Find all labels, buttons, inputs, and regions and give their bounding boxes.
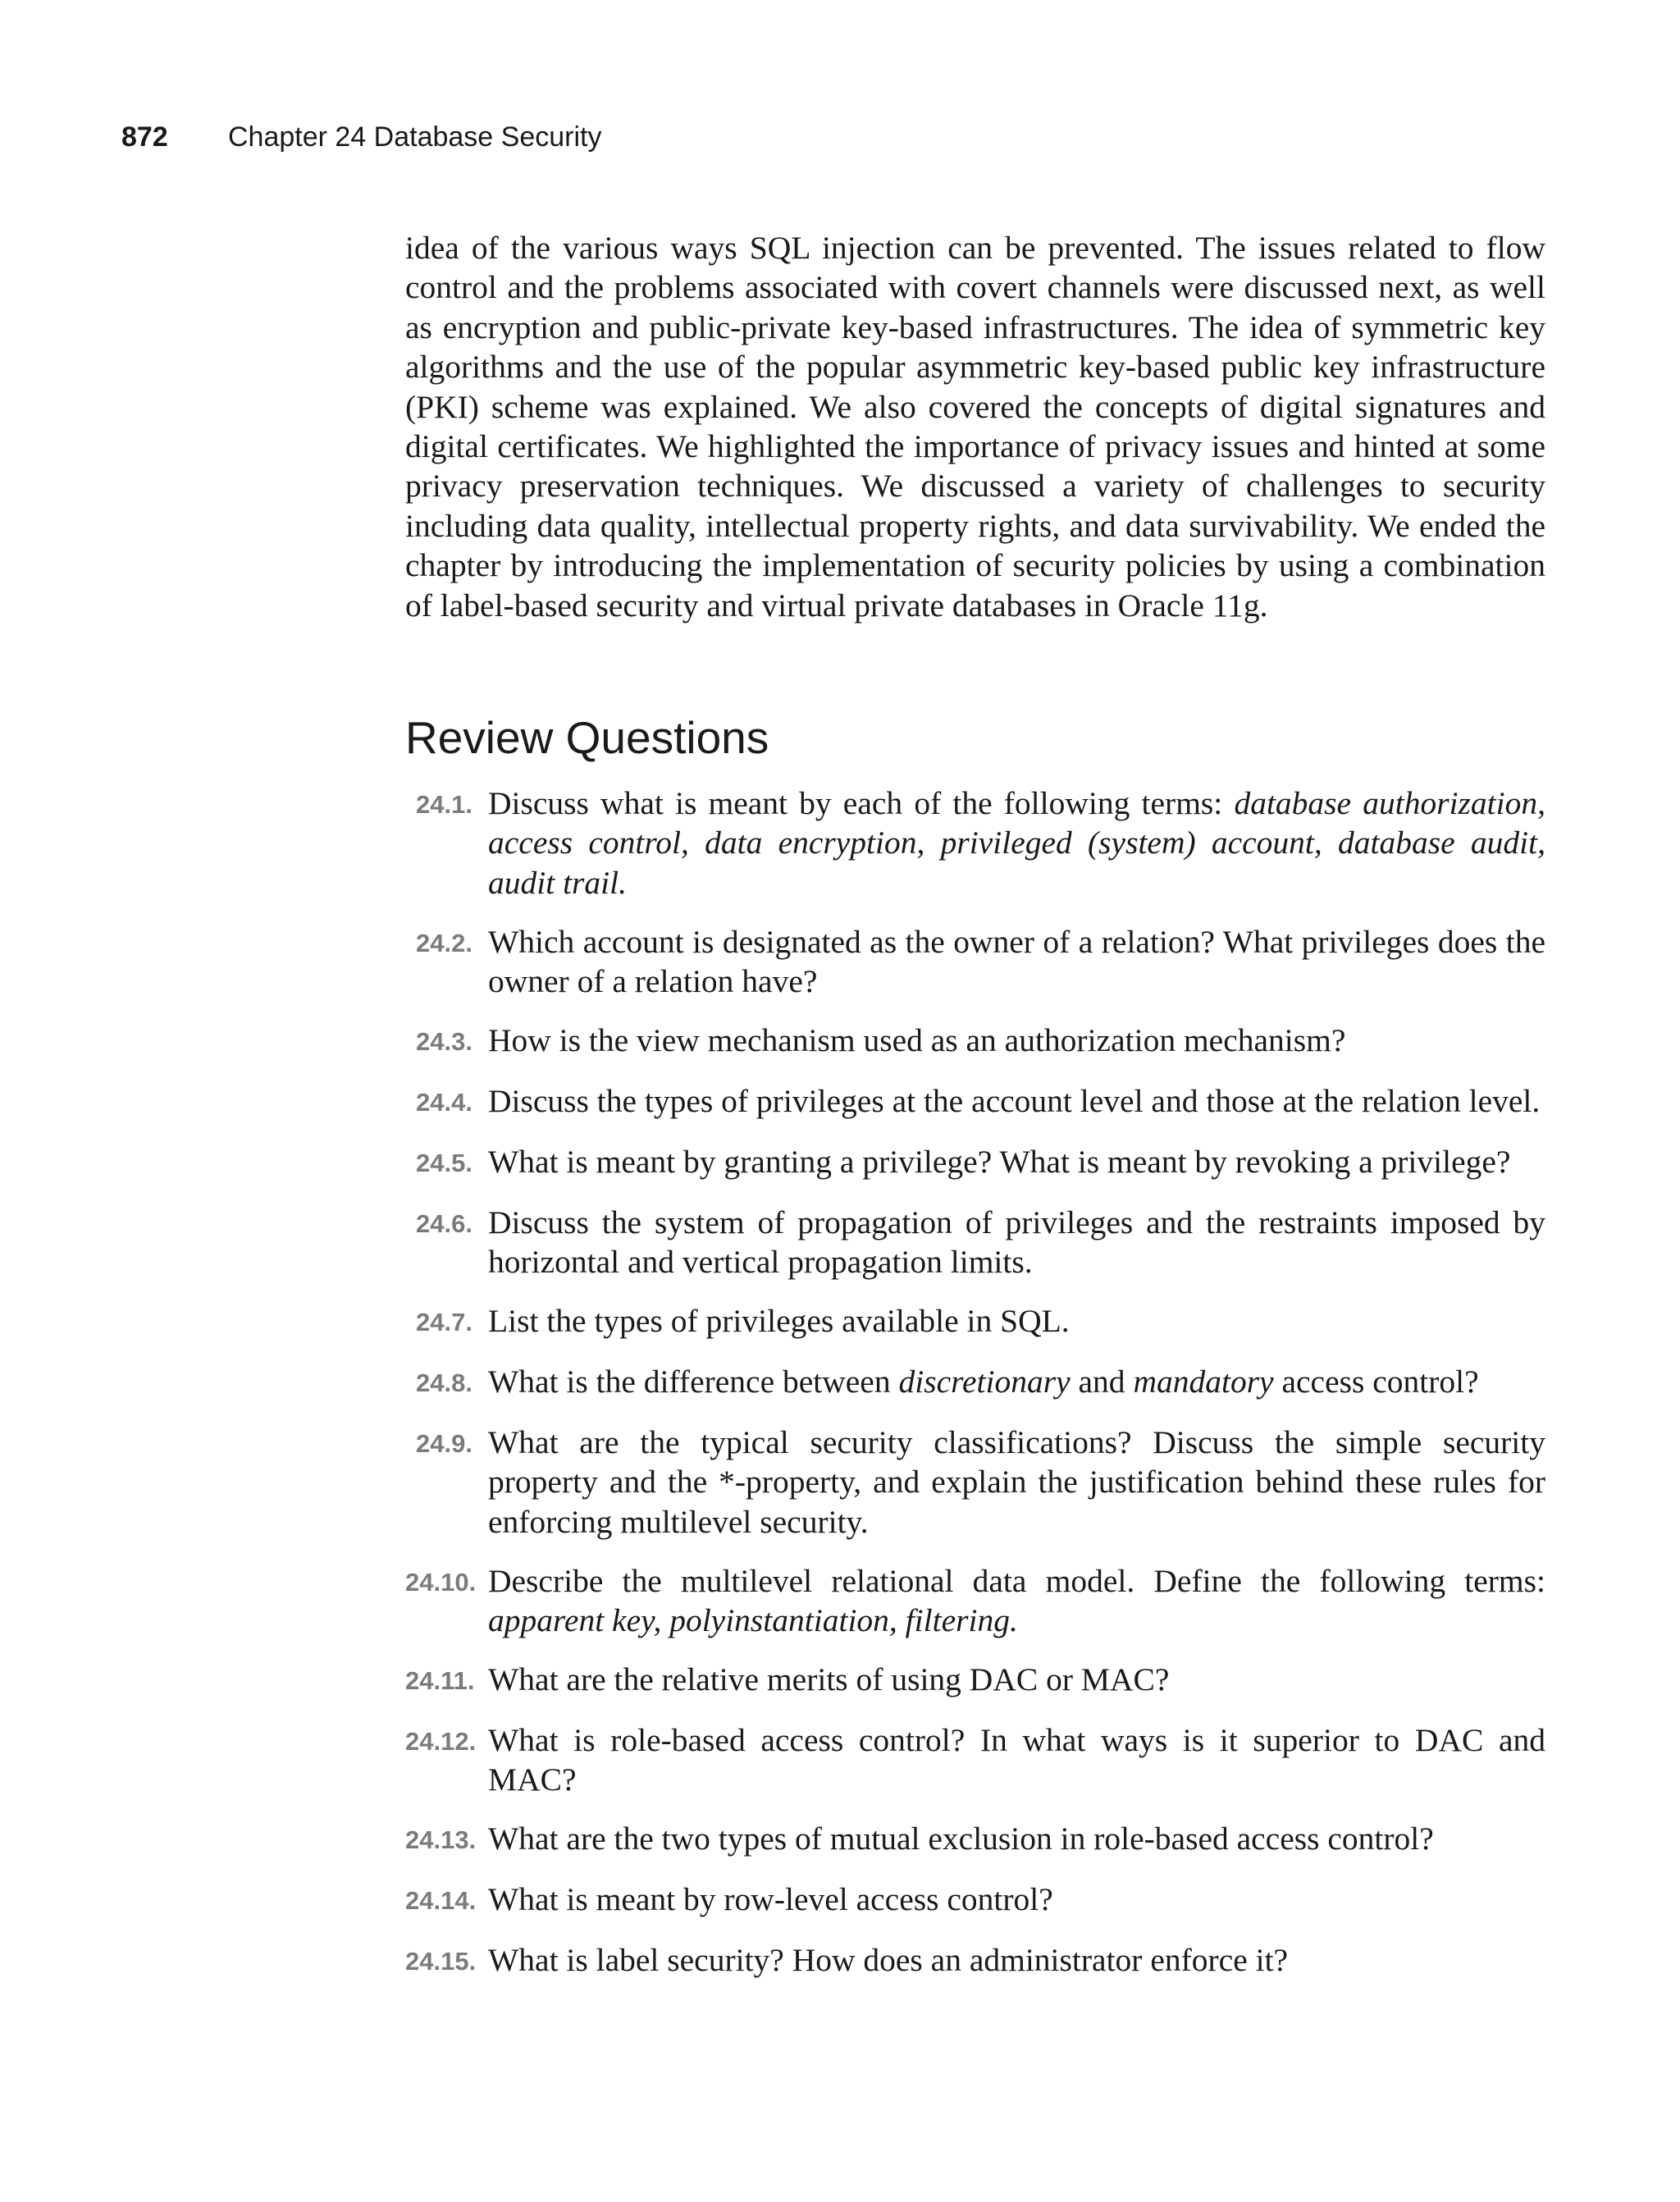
page-number: 872	[121, 121, 168, 153]
running-header	[121, 117, 601, 157]
review-question	[405, 783, 1545, 902]
question-number: 24.7.	[416, 1308, 472, 1337]
question-number: 24.15.	[405, 1946, 477, 1976]
question-number: 24.3.	[416, 1027, 472, 1057]
review-question	[405, 1301, 1545, 1342]
question-number: 24.4.	[416, 1087, 472, 1117]
review-question	[405, 1660, 1545, 1701]
question-number: 24.2.	[416, 928, 472, 957]
question-text: What is the difference between discretionary and mandatory access control?	[488, 1363, 1479, 1400]
review-question	[405, 1203, 1545, 1282]
review-question	[405, 1021, 1545, 1062]
question-number: 24.13.	[405, 1825, 477, 1855]
question-number: 24.9.	[416, 1428, 472, 1458]
question-number: 24.12.	[405, 1726, 477, 1756]
review-question	[405, 1081, 1545, 1122]
question-text: Which account is designated as the owner of a relation? What privileges does the owner of a relation have?	[488, 923, 1545, 1000]
question-number: 24.10.	[405, 1567, 477, 1597]
question-number: 24.14.	[405, 1886, 477, 1916]
review-question	[405, 1561, 1545, 1641]
section-heading: Review Questions	[405, 712, 769, 763]
question-text: What is role-based access control? In what ways is it superior to DAC and MAC?	[488, 1721, 1545, 1798]
running-title: Chapter 24 Database Security	[228, 121, 602, 153]
question-text: What are the typical security classifications? Discuss the simple security property and the *-property, and explain the justification behind these rules for enforcing multilevel security.	[488, 1423, 1545, 1540]
question-text: What is meant by granting a privilege? What is meant by revoking a privilege?	[488, 1143, 1511, 1180]
question-text: What is label security? How does an administrator enforce it?	[488, 1941, 1289, 1978]
review-question	[405, 1880, 1545, 1921]
question-text: Describe the multilevel relational data model. Define the following terms: apparent key, polyinstantiation, filtering.	[488, 1562, 1545, 1638]
review-question	[405, 1720, 1545, 1800]
question-number: 24.5.	[416, 1148, 472, 1177]
review-question	[405, 1819, 1545, 1860]
question-text: List the types of privileges available in SQL.	[488, 1303, 1070, 1340]
question-number: 24.6.	[416, 1208, 472, 1238]
review-questions-list	[405, 783, 1545, 2001]
question-number: 24.11.	[405, 1665, 475, 1695]
question-number: 24.1.	[416, 790, 472, 819]
review-question	[405, 1142, 1545, 1183]
review-question	[405, 1423, 1545, 1542]
question-text: What is meant by row-level access control?	[488, 1881, 1053, 1918]
question-number: 24.8.	[416, 1368, 472, 1397]
review-question	[405, 1362, 1545, 1403]
question-text: What are the relative merits of using DAC or MAC?	[488, 1661, 1170, 1697]
question-text: What are the two types of mutual exclusion in role-based access control?	[488, 1821, 1434, 1857]
summary-paragraph: idea of the various ways SQL injection can be prevented. The issues related to flow control and the problems associated with covert channels were discussed next, as well as encryption and public-private key-based infrastructures. The idea of symmetric key algorithms and the use of the popular asymmetric key-based public key infrastructure (PKI) scheme was explained. We also covered the concepts of digital signatures and digital certificates. We highlighted the importance of privacy issues and hinted at some privacy preservation techniques. We discussed a variety of challenges to security including data quality, intellectual property rights, and data survivability. We ended the chapter by introducing the implementation of security policies by using a combination of label-based security and virtual private databases in Oracle 11g.	[405, 230, 1545, 624]
question-text: Discuss what is meant by each of the following terms: database authorization, access control, data encryption, privileged (system) account, database audit, audit trail.	[488, 785, 1545, 901]
review-question	[405, 1940, 1545, 1981]
question-text: How is the view mechanism used as an authorization mechanism?	[488, 1022, 1346, 1059]
question-text: Discuss the system of propagation of privileges and the restraints imposed by horizontal and vertical propagation limits.	[488, 1204, 1545, 1281]
review-question	[405, 922, 1545, 1002]
question-text: Discuss the types of privileges at the account level and those at the relation level.	[488, 1082, 1541, 1119]
